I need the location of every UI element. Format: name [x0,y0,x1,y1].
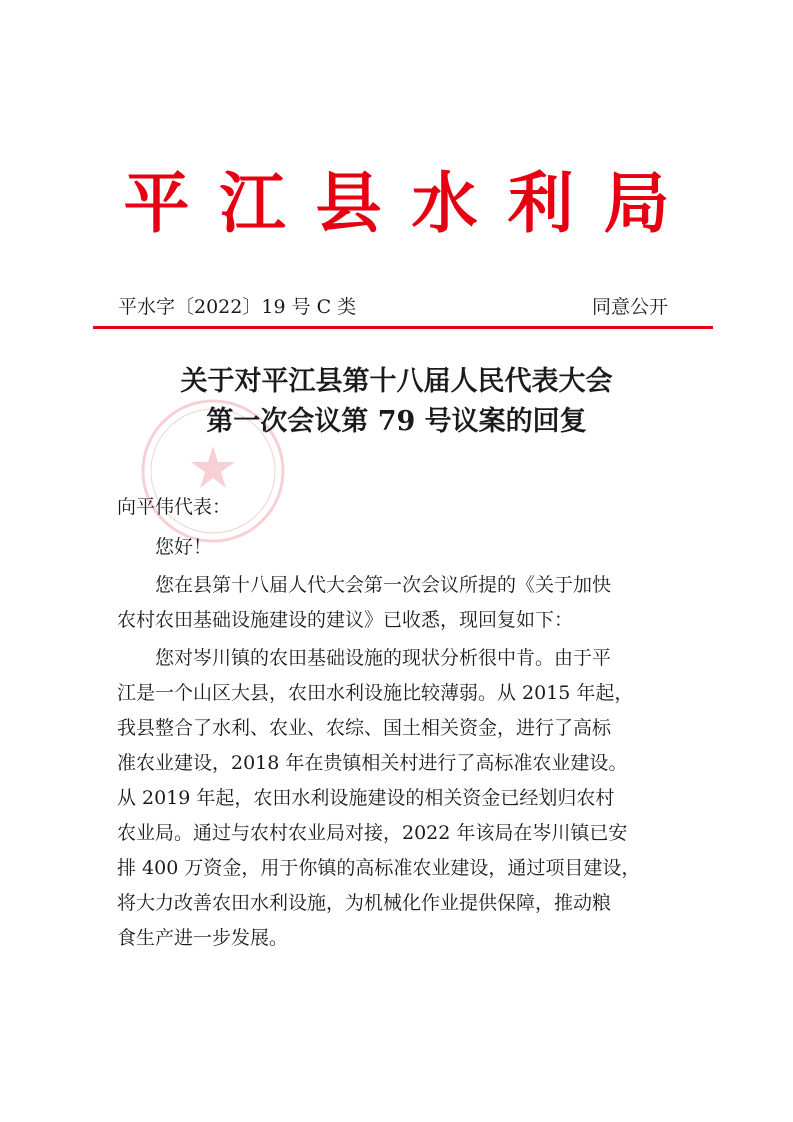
paragraph-2-line: 准农业建设，2018 年在贵镇相关村进行了高标准农业建设。 [117,752,628,774]
paragraph-1 [117,568,677,638]
document-title-line-1: 关于对平江县第十八届人民代表大会 [180,366,613,397]
document-body [117,490,677,956]
paragraph-2-line: 您对岑川镇的农田基础设施的现状分析很中肯。由于平 [155,647,612,669]
document-title-line-2: 第一次会议第 79 号议案的回复 [206,406,587,437]
document-meta [118,293,668,321]
paragraph-2 [117,641,677,956]
paragraph-2-line: 从 2019 年起，农田水利设施建设的相关资金已经划归农村 [117,787,615,809]
organization-title: 平江县水利局 [123,164,700,242]
paragraph-2-line: 食生产进一步发展。 [117,927,289,949]
paragraph-1-line: 农村农田基础设施建设的建议》已收悉，现回复如下： [117,609,574,631]
paragraph-1-line: 您在县第十八届人代大会第一次会议所提的《关于加快 [155,574,612,596]
paragraph-2-line: 将大力改善农田水利设施，为机械化作业提供保障，推动粮 [117,892,612,914]
document-title [0,362,793,442]
paragraph-2-line: 排 400 万资金，用于你镇的高标准农业建设，通过项目建设， [117,857,641,879]
paragraph-2-line: 农业局。通过与农村农业局对接，2022 年该局在岑川镇已安 [117,822,628,844]
salutation: 向平伟代表： [117,496,232,518]
disclosure-status: 同意公开 [591,296,668,318]
paragraph-2-line: 我县整合了水利、农业、农综、国土相关资金，进行了高标 [117,717,612,739]
document-number: 平水字〔2022〕19 号 C 类 [118,296,357,318]
paragraph-2-line: 江是一个山区大县，农田水利设施比较薄弱。从 2015 年起， [117,682,634,704]
red-divider-line [93,326,713,329]
greeting: 您好！ [155,536,213,558]
